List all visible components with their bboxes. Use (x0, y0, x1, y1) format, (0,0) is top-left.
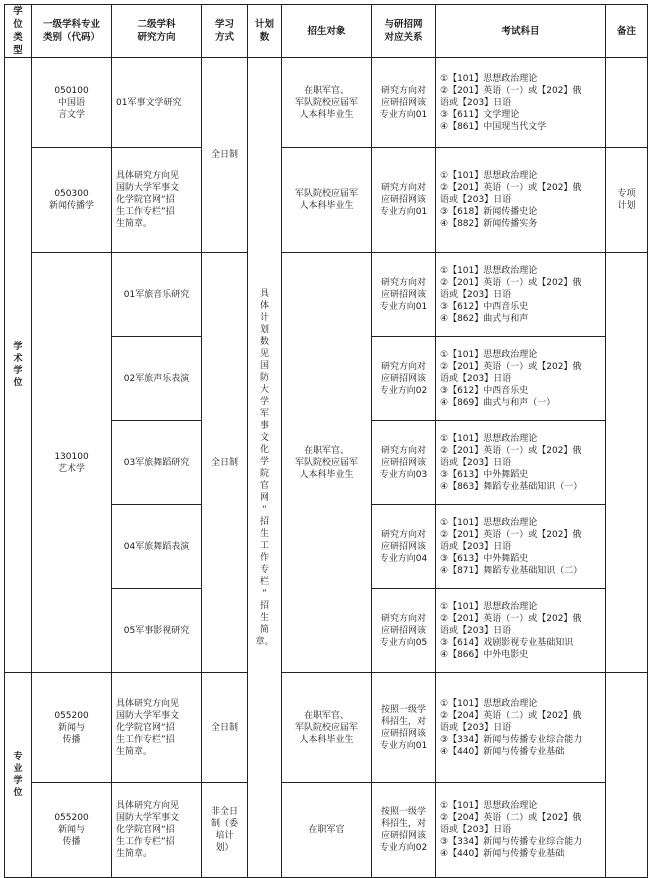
subject-line: ③【618】新闻传播史论 (440, 207, 538, 217)
subject-line: ②【201】英语（一）或【202】俄 (440, 529, 582, 540)
subject-line: 语或【203】日语 (440, 195, 512, 205)
subject-line: ②【204】英语（二）或【202】俄 (440, 710, 582, 721)
subject-line: ④【866】中外电影史 (440, 649, 529, 660)
header-row (5, 5, 648, 58)
subject-line: ①【101】思想政治理论 (440, 801, 538, 811)
subject-line: ③【613】中外舞蹈史 (440, 469, 529, 480)
subject-line: 语或【203】日语 (440, 289, 512, 300)
header-exam-subjects: 考试科目 (436, 5, 606, 58)
subject-line: ③【334】新闻与传播专业综合能力 (440, 837, 583, 847)
subject-line: ③【612】中西音乐史 (440, 301, 529, 312)
study-mode: 全日制 (202, 253, 248, 673)
table-row (5, 58, 648, 148)
subject-line: 语或【203】日语 (440, 825, 512, 835)
mapping: 研究方向对 应研招网该 专业方向04 (372, 505, 436, 589)
subject-line: 语或【203】日语 (440, 625, 512, 636)
subject-line: ④【863】舞蹈专业基础知识（一） (440, 481, 583, 492)
study-mode: 非全日 制（委 培计 划） (202, 783, 248, 878)
header-recruit-target: 招生对象 (282, 5, 372, 58)
major-code: 130100 艺术学 (32, 253, 112, 673)
research-direction: 05军事影视研究 (112, 589, 202, 673)
plan-count-note: 具 体 计 划 数 见 国 防 大 学 军 事 文 化 学 院 官 网 “ 招 生 工 作 专 栏 ” 招 生 简 章。 (248, 58, 282, 878)
subject-line: ①【101】思想政治理论 (440, 601, 538, 612)
subject-line: ④【882】新闻传播实务 (440, 219, 538, 229)
subject-line: ②【201】英语（一）或【202】俄 (440, 361, 582, 372)
mapping: 按照一级学 科招生，对 应研招网该 专业方向02 (372, 783, 436, 878)
study-mode: 全日制 (202, 58, 248, 253)
subject-line: ④【861】中国现当代文学 (440, 121, 547, 132)
subject-line: ④【440】新闻与传播专业基础 (440, 849, 565, 859)
study-mode: 全日制 (202, 673, 248, 783)
subject-line: ①【101】思想政治理论 (440, 433, 538, 444)
recruit-target: 在职军官、 军队院校应届军 人本科毕业生 (282, 673, 372, 783)
subject-line: 语或【203】日语 (440, 457, 512, 468)
exam-subjects (436, 337, 606, 421)
subject-line: ①【101】思想政治理论 (440, 73, 538, 84)
major-code: 050100 中国语 言文学 (32, 58, 112, 148)
research-direction: 04军旅舞蹈表演 (112, 505, 202, 589)
subject-line: 语或【203】日语 (440, 97, 512, 108)
major-code: 050300 新闻传播学 (32, 148, 112, 253)
table-row (5, 673, 648, 783)
subject-line: ④【862】曲式与和声 (440, 313, 529, 324)
subject-line: ②【201】英语（一）或【202】俄 (440, 445, 582, 456)
subject-line: ③【613】中外舞蹈史 (440, 553, 529, 564)
mapping: 研究方向对 应研招网该 专业方向03 (372, 421, 436, 505)
subject-line: ③【334】新闻与传播专业综合能力 (440, 734, 583, 745)
exam-subjects (436, 783, 606, 878)
mapping: 研究方向对 应研招网该 专业方向01 (372, 253, 436, 337)
subject-line: 语或【203】日语 (440, 722, 512, 733)
header-mapping: 与研招网 对应关系 (372, 5, 436, 58)
subject-line: ①【101】思想政治理论 (440, 349, 538, 360)
degree-type-academic: 学 术 学 位 (5, 58, 32, 673)
subject-line: ④【869】曲式与和声（一） (440, 397, 556, 408)
mapping: 按照一级学 科招生，对 应研招网该 专业方向01 (372, 673, 436, 783)
subject-line: ②【201】英语（一）或【202】俄 (440, 613, 582, 624)
research-direction: 01军事文学研究 (112, 58, 202, 148)
table-row (5, 148, 648, 253)
subject-line: ③【614】戏剧影视专业基础知识 (440, 637, 574, 648)
research-direction: 02军旅声乐表演 (112, 337, 202, 421)
degree-type-professional: 专 业 学 位 (5, 673, 32, 878)
subject-line: ③【612】中西音乐史 (440, 385, 529, 396)
header-degree-type: 学 位 类 型 (5, 5, 32, 58)
recruit-target: 在职军官 (282, 783, 372, 878)
remark (606, 673, 648, 878)
remark: 专项 计划 (606, 148, 648, 253)
exam-subjects (436, 58, 606, 148)
header-plan-count: 计划 数 (248, 5, 282, 58)
subject-line: 语或【203】日语 (440, 373, 512, 384)
subject-line: ③【611】文学理论 (440, 109, 520, 120)
subject-line: ④【440】新闻与传播专业基础 (440, 746, 565, 757)
mapping: 研究方向对 应研招网该 专业方向01 (372, 148, 436, 253)
remark (606, 58, 648, 148)
recruit-target: 在职军官、 军队院校应届军 人本科毕业生 (282, 58, 372, 148)
research-direction: 具体研究方向见 国防大学军事文 化学院官网“招 生工作专栏”招 生简章。 (112, 783, 202, 878)
subject-line: ②【201】英语（一）或【202】俄 (440, 183, 582, 193)
header-first-level: 一级学科专业 类别（代码） (32, 5, 112, 58)
subject-line: ①【101】思想政治理论 (440, 265, 538, 276)
enrollment-table (4, 4, 648, 878)
subject-line: ①【101】思想政治理论 (440, 171, 538, 181)
mapping: 研究方向对 应研招网该 专业方向05 (372, 589, 436, 673)
header-second-level: 二级学科 研究方向 (112, 5, 202, 58)
exam-subjects (436, 673, 606, 783)
exam-subjects (436, 148, 606, 253)
subject-line: ②【204】英语（二）或【202】俄 (440, 813, 582, 823)
table-row (5, 253, 648, 337)
recruit-target: 军队院校应届军 人本科毕业生 (282, 148, 372, 253)
exam-subjects (436, 421, 606, 505)
header-remarks: 备注 (606, 5, 648, 58)
subject-line: ②【201】英语（一）或【202】俄 (440, 277, 582, 288)
research-direction: 具体研究方向见 国防大学军事文 化学院官网“招 生工作专栏”招 生简章。 (112, 148, 202, 253)
table-row (5, 783, 648, 878)
remark (606, 253, 648, 673)
mapping: 研究方向对 应研招网该 专业方向01 (372, 58, 436, 148)
exam-subjects (436, 589, 606, 673)
research-direction: 01军旅音乐研究 (112, 253, 202, 337)
major-code: 055200 新闻与 传播 (32, 783, 112, 878)
research-direction: 具体研究方向见 国防大学军事文 化学院官网“招 生工作专栏”招 生简章。 (112, 673, 202, 783)
exam-subjects (436, 505, 606, 589)
mapping: 研究方向对 应研招网该 专业方向02 (372, 337, 436, 421)
subject-line: ④【871】舞蹈专业基础知识（二） (440, 565, 583, 576)
subject-line: ②【201】英语（一）或【202】俄 (440, 85, 582, 96)
subject-line: ①【101】思想政治理论 (440, 698, 538, 709)
subject-line: ①【101】思想政治理论 (440, 517, 538, 528)
recruit-target: 在职军官、 军队院校应届军 人本科毕业生 (282, 253, 372, 673)
research-direction: 03军旅舞蹈研究 (112, 421, 202, 505)
header-study-mode: 学习 方式 (202, 5, 248, 58)
exam-subjects (436, 253, 606, 337)
major-code: 055200 新闻与 传播 (32, 673, 112, 783)
subject-line: 语或【203】日语 (440, 541, 512, 552)
